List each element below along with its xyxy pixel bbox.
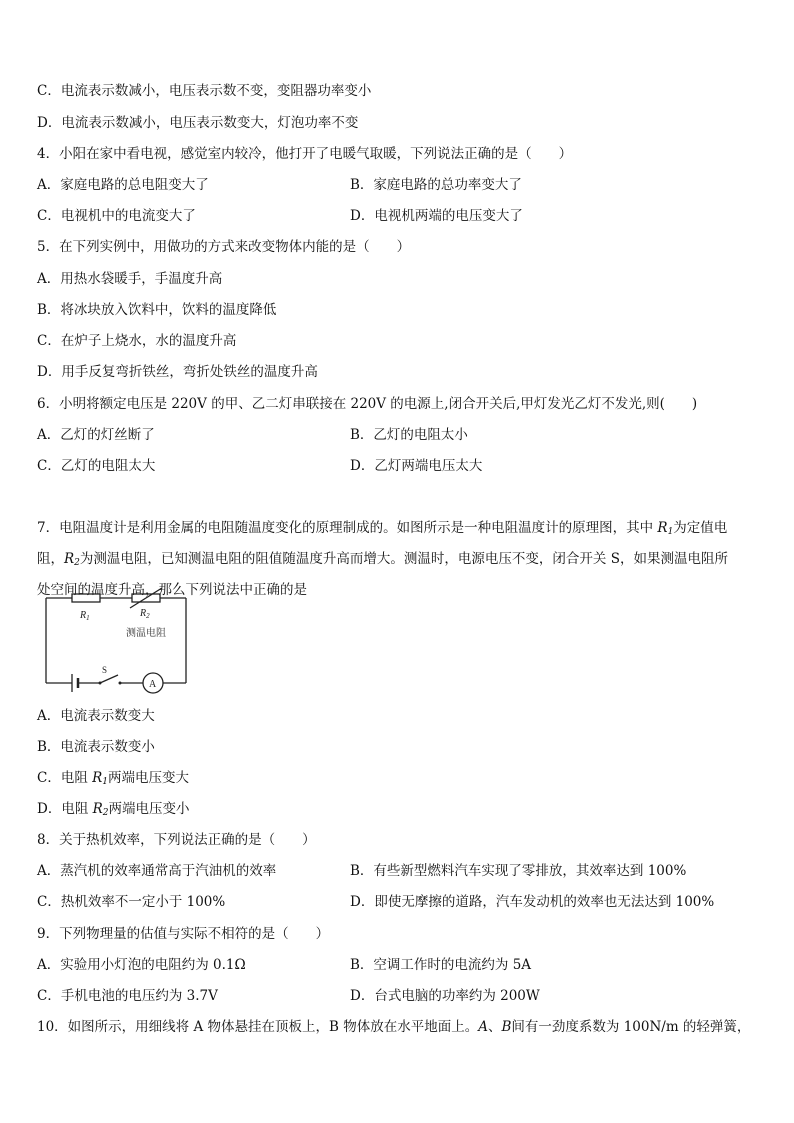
subscript-2: 2 <box>102 808 109 818</box>
ammeter-label: A <box>149 679 157 690</box>
r2-symbol <box>64 551 80 567</box>
r-letter: R <box>92 770 103 786</box>
q7-text-part: 为测温电阻，已知测温电阻的阻值随温度升高而增大。测温时，电源电压不变，闭合开关 S，如果测温电阻所 <box>79 551 728 567</box>
r-letter: R <box>64 551 75 567</box>
switch-blade <box>100 675 118 683</box>
q3-option-c: C．电流表示数减小，电压表示数不变，变阻器功率变小 <box>37 83 372 99</box>
r1-label: $R_1$ <box>80 610 90 622</box>
q10-object-b: B <box>501 1019 512 1035</box>
r2-label: $R_2$ <box>140 608 150 620</box>
q8-row1 <box>37 861 767 881</box>
q4-option-b: B．家庭电路的总功率变大了 <box>350 177 522 193</box>
q7-stem-line1 <box>37 518 767 538</box>
q7-option-c <box>37 768 767 788</box>
q4-option-c: C．电视机中的电流变大了 <box>37 208 196 224</box>
q9-row2 <box>37 986 767 1006</box>
q9-stem: 9．下列物理量的估值与实际不相符的是（ ） <box>37 926 330 942</box>
q6-option-b: B．乙灯的电阻太小 <box>350 427 468 443</box>
q7-option-a: A．电流表示数变大 <box>37 708 155 724</box>
q5-option-b: B．将冰块放入饮料中，饮料的温度降低 <box>37 302 277 318</box>
q4-option-a: A．家庭电路的总电阻变大了 <box>37 177 209 193</box>
subscript-1: 1 <box>667 527 674 537</box>
q6-option-a: A．乙灯的灯丝断了 <box>37 427 155 443</box>
q6-option-c: C．乙灯的电阻太大 <box>37 458 156 474</box>
q4-stem: 4．小阳在家中看电视，感觉室内较冷，他打开了电暖气取暖，下列说法正确的是（ ） <box>37 146 573 162</box>
q10-text-part: 10．如图所示，用细线将 A 物体悬挂在顶板上，B 物体放在水平地面上。 <box>37 1019 479 1035</box>
q8-stem: 8．关于热机效率，下列说法正确的是（ ） <box>37 832 316 848</box>
q8-option-d: D．即使无摩擦的道路，汽车发动机的效率也无法达到 100% <box>350 894 715 910</box>
q7-option-d <box>37 799 767 819</box>
q8-row2 <box>37 892 767 912</box>
q4-row2 <box>37 206 767 226</box>
switch-contact-right <box>119 682 122 685</box>
q7d-suffix: 两端电压变小 <box>108 801 190 817</box>
r2-caption: 测温电阻 <box>126 628 166 639</box>
q10-stem <box>37 1017 767 1037</box>
q9-option-b: B．空调工作时的电流约为 5A <box>350 957 532 973</box>
q7c-prefix: C．电阻 <box>37 770 93 786</box>
q9-option-c: C．手机电池的电压约为 3.7V <box>37 988 218 1004</box>
q7-text-part: 阻， <box>37 551 64 567</box>
q5-option-c: C．在炉子上烧水，水的温度升高 <box>37 333 237 349</box>
r1-symbol <box>657 520 673 536</box>
q7-text-part: 为定值电 <box>673 520 728 536</box>
q9-row1 <box>37 955 767 975</box>
q6-stem: 6．小明将额定电压是 220V 的甲、乙二灯串联接在 220V 的电源上,闭合开关后,甲灯发光乙灯不发光,则( ) <box>37 396 698 412</box>
q5-option-d: D．用手反复弯折铁丝，弯折处铁丝的温度升高 <box>37 364 318 380</box>
q6-row2 <box>37 456 767 476</box>
q9-option-d: D．台式电脑的功率约为 200W <box>350 988 540 1004</box>
r2-symbol <box>93 801 109 817</box>
q8-option-a: A．蒸汽机的效率通常高于汽油机的效率 <box>37 863 277 879</box>
q10-text-part: 间有一劲度系数为 100N/m 的轻弹簧， <box>511 1019 751 1035</box>
variable-arrow <box>130 588 162 608</box>
subscript-1: 1 <box>102 777 109 787</box>
q6-option-d: D．乙灯两端电压太大 <box>350 458 483 474</box>
switch-label: S <box>102 665 108 675</box>
q7d-prefix: D．电阻 <box>37 801 93 817</box>
circuit-diagram <box>40 588 200 698</box>
switch-contact-left <box>99 682 102 685</box>
q10-text-part: 、 <box>487 1019 502 1035</box>
q7-stem-line3: 处空间的温度升高，那么下列说法中正确的是 <box>37 582 307 598</box>
q7-stem-line2 <box>37 549 767 569</box>
q8-option-c: C．热机效率不一定小于 100% <box>37 894 226 910</box>
r-letter: R <box>657 520 668 536</box>
q7-text-part: 7．电阻温度计是利用金属的电阻随温度变化的原理制成的。如图所示是一种电阻温度计的原理图，其中 <box>37 520 658 536</box>
r-letter: R <box>92 801 103 817</box>
subscript-2: 2 <box>74 558 80 568</box>
q4-option-d: D．电视机两端的电压变大了 <box>350 208 523 224</box>
q8-option-b: B．有些新型燃料汽车实现了零排放，其效率达到 100% <box>350 863 687 879</box>
q5-option-a: A．用热水袋暖手，手温度升高 <box>37 271 223 287</box>
resistor-r1 <box>72 594 100 602</box>
q7-option-b: B．电流表示数变小 <box>37 739 155 755</box>
q3-option-d: D．电流表示数减小，电压表示数变大，灯泡功率不变 <box>37 115 359 131</box>
q7c-suffix: 两端电压变大 <box>108 770 190 786</box>
q4-row1 <box>37 175 767 195</box>
q5-stem: 5．在下列实例中，用做功的方式来改变物体内能的是（ ） <box>37 239 411 255</box>
q10-object-a: A <box>478 1019 488 1035</box>
q9-option-a: A．实验用小灯泡的电阻约为 0.1Ω <box>37 957 246 973</box>
r1-symbol <box>92 770 108 786</box>
q6-row1 <box>37 425 767 445</box>
